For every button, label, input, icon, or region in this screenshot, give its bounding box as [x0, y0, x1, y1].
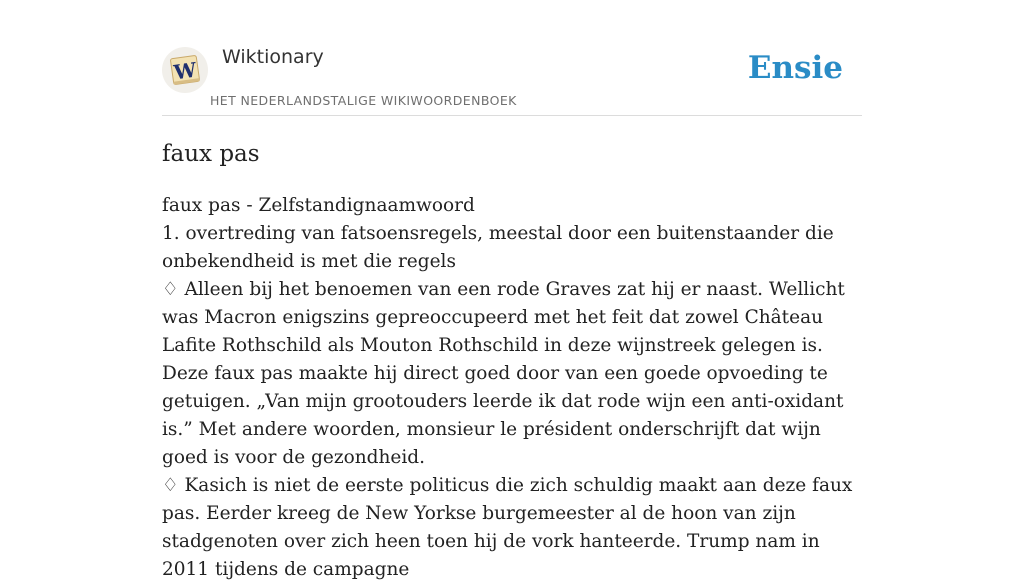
entry-heading: faux pas - Zelfstandignaamwoord: [162, 195, 475, 216]
example-sentence: ♢ Alleen bij het benoemen van een rode Graves zat hij er naast. Wellicht was Macron enigszins gepreoccupeerd met het feit dat zowel Château Lafite Rothschild als Mouton Rothschild in deze wijnstreek gelegen is. Deze faux pas maakte hij direct goed door van een goede opvoeding te getuigen. „Van mijn grootouders leerde ik dat rode wijn een anti-oxidant is.” Met andere woorden, monsieur le président onderschrijft dat wijn goed is voor de gezondheid.: [162, 279, 845, 468]
svg-text:W: W: [172, 57, 198, 85]
site-subtitle: HET NEDERLANDSTALIGE WIKIWOORDENBOEK: [210, 93, 517, 108]
site-name[interactable]: Wiktionary: [222, 46, 324, 68]
page-title: faux pas: [162, 141, 260, 167]
example-sentence: ♢ Kasich is niet de eerste politicus die zich schuldig maakt aan deze faux pas. Eerder kreeg de New Yorkse burgemeester al de hoon van zijn stadgenoten over zich heen toen hij de vork hanteerde. Trump nam in 2011 tijdens de campagne: [162, 475, 853, 580]
brand-logo-link[interactable]: Ensie: [747, 50, 843, 86]
header-divider: [162, 115, 862, 116]
definition: 1. overtreding van fatsoensregels, meestal door een buitenstaander die onbekendheid is met die regels: [162, 223, 834, 272]
entry-content: [162, 192, 862, 584]
wiktionary-w-tile-icon: [168, 53, 202, 87]
site-logo[interactable]: [162, 47, 208, 93]
